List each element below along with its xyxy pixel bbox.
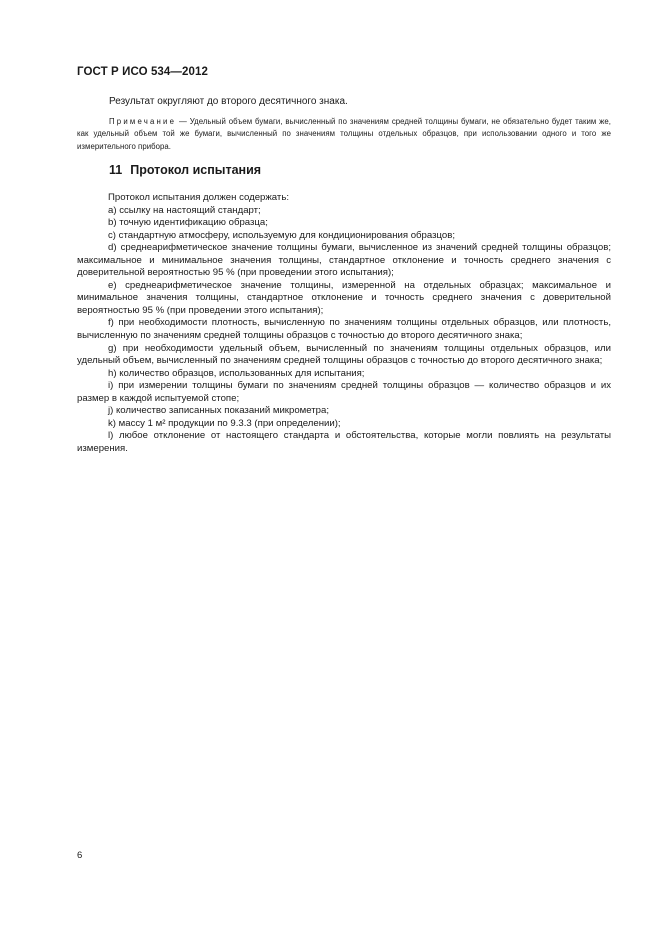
note-paragraph xyxy=(77,116,611,153)
note-text: — Удельный объем бумаги, вычисленный по значениям средней толщины бумаги, не обязательно будет таким же, как удельный объем той же бумаги, вычисленный по значениям толщины отдельных образцов, при использовании одного и того же измерительного прибора. xyxy=(77,117,611,151)
list-item-e: e) среднеарифметическое значение толщины, измеренной на отдельных образцах; максимальное и минимальное значения толщины, стандартное отклонение и точность среднего значения с доверительной вероятностью 95 % (при проведении этого испытания); xyxy=(77,279,611,316)
list-item-l: l) любое отклонение от настоящего стандарта и обстоятельства, которые могли повлиять на результаты измерения. xyxy=(77,430,611,454)
rounding-statement: Результат округляют до второго десятичного знака. xyxy=(109,96,348,107)
section-title: Протокол испытания xyxy=(130,163,262,177)
section-number: 11 xyxy=(109,163,123,177)
page-number: 6 xyxy=(77,850,83,861)
note-label: Примечание xyxy=(109,117,177,126)
intro-paragraph: Протокол испытания должен содержать: xyxy=(108,192,289,203)
list-item-c: c) стандартную атмосферу, используемую для кондиционирования образцов; xyxy=(108,229,455,241)
list-item-d: d) среднеарифметическое значение толщины бумаги, вычисленное из значений средней толщины образцов; максимальное и минимальное значения толщины, стандартное отклонение и точность среднего значения с доверительной вероятностью 95 % (при проведении этого испытания); xyxy=(77,242,611,279)
list-item-a: a) ссылку на настоящий стандарт; xyxy=(108,204,261,216)
list-item-k: k) массу 1 м² продукции по 9.3.3 (при определении); xyxy=(108,417,341,429)
report-requirements xyxy=(77,192,611,455)
list-item-b: b) точную идентификацию образца; xyxy=(108,217,268,229)
document-header: ГОСТ Р ИСО 534—2012 xyxy=(77,66,209,78)
section-heading xyxy=(109,163,261,177)
list-item-g: g) при необходимости удельный объем, вычисленный по значениям толщины отдельных образцов, или удельный объем, вычисленный по значениям средней толщины образцов с точностью до второго десятичного знака; xyxy=(77,342,611,367)
list-item-h: h) количество образцов, использованных для испытания; xyxy=(108,367,365,379)
list-item-j: j) количество записанных показаний микрометра; xyxy=(108,405,330,417)
list-item-f: f) при необходимости плотность, вычисленную по значениям толщины отдельных образцов, или плотность, вычисленную по значениям средней толщины образцов с точностью до второго десятичного знака; xyxy=(77,317,611,342)
list-item-i: i) при измерении толщины бумаги по значениям средней толщины образцов — количество образцов и их размер в каждой испытуемой стопе; xyxy=(77,380,611,404)
